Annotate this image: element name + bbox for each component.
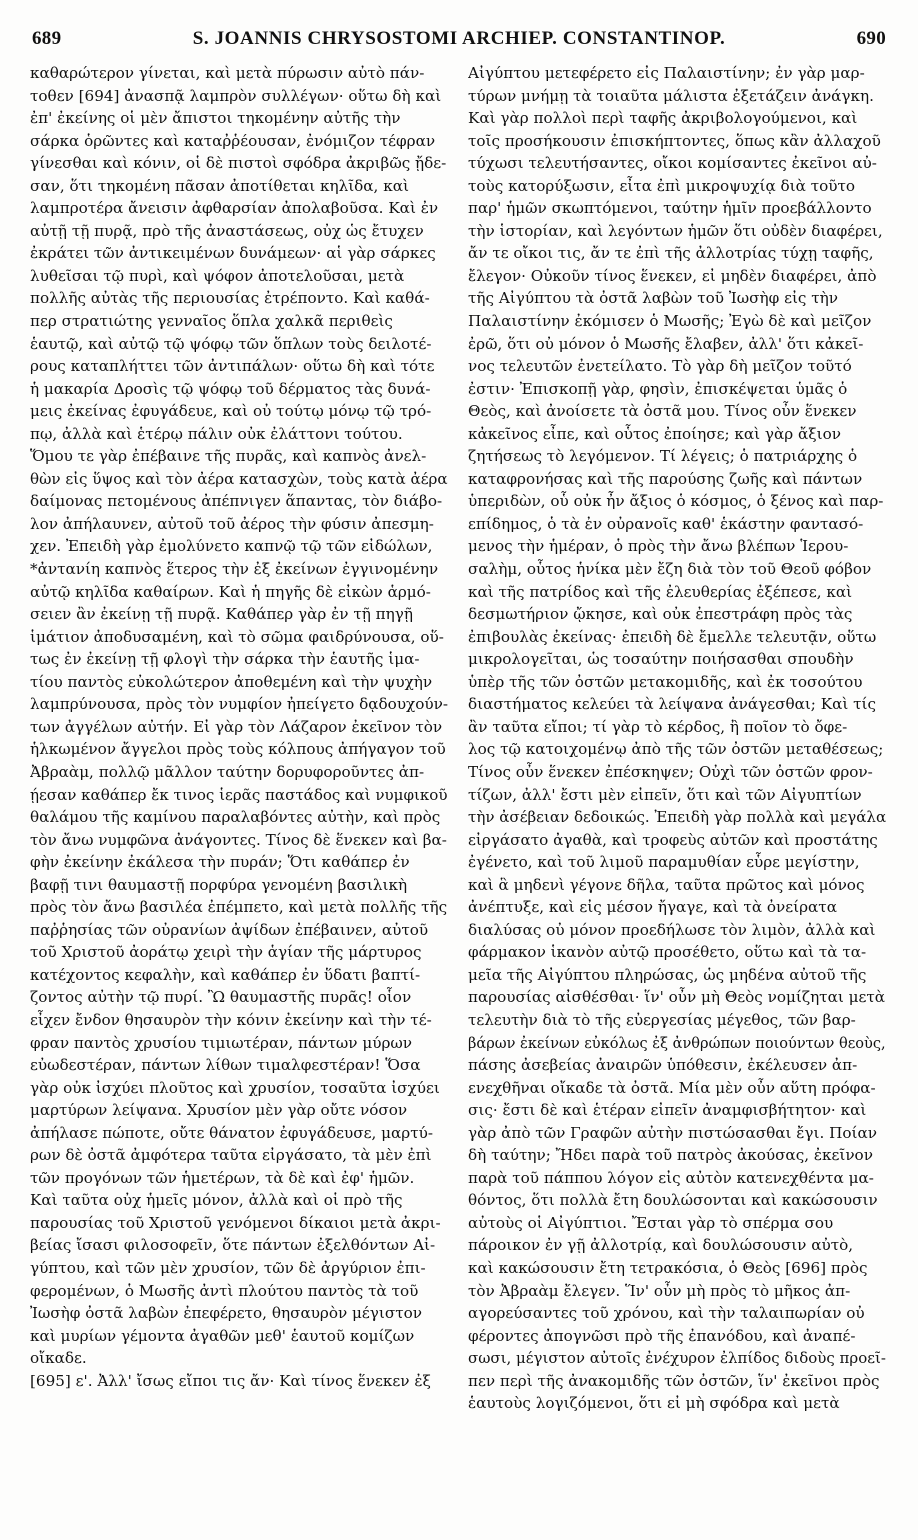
text-line: δαίμονας πετομένους ἀπέπνιγεν ἅπαντας, τὸν διάβο- [30, 492, 443, 511]
text-line: περ στρατιώτης γενναῖος ὅπλα χαλκᾶ περιθεὶς [30, 312, 393, 331]
page-number-right: 690 [856, 28, 886, 49]
text-line: Αἰγύπτου μετεφέρετο εἰς Παλαιστίνην; ἐν γὰρ μαρ- [468, 64, 865, 82]
text-line: φραν παντὸς χρυσίου τιμιωτέραν, πάντων μύρων [30, 1033, 412, 1052]
text-line: γὰρ οὐκ ἰσχύει πλοῦτος καὶ χρυσίον, τοσαῦτα ἰσχύει [30, 1078, 440, 1097]
page-number-left: 689 [32, 28, 62, 49]
text-line: τύρων μνήμῃ τὰ τοιαῦτα μάλιστα ἐξετάζειν ἀνάγκη. [468, 86, 874, 105]
text-line: εἰργάσατο ἀγαθὰ, καὶ τροφεὺς αὐτῶν καὶ προστάτης [468, 830, 878, 849]
page-header [26, 28, 892, 58]
text-line: ἐκράτει τῶν ἀντικειμένων δυνάμεων· αἱ γὰρ σάρκες [30, 244, 436, 263]
text-line: χεν. Ἐπειδὴ γὰρ ἐμολύνετο καπνῷ τῷ τῶν εἰδώλων, [30, 537, 433, 556]
text-line: μεῖα τῆς Αἰγύπτου πληρώσας, ὡς μηδένα αὐτοῦ τῆς [468, 965, 867, 984]
text-line: φάρμακον ἱκανὸν αὐτῷ προσέθετο, οὕτω καὶ τὰ τα- [468, 943, 867, 962]
text-line: καὶ κακώσουσιν ἔτη τετρακόσια, ὁ Θεὸς [696] πρὸς [468, 1258, 868, 1277]
text-line: πῳ, ἀλλὰ καὶ ἑτέρῳ πάλιν οὐκ ἐλάττονι τούτου. [30, 424, 403, 443]
text-line: ἂν ταῦτα εἴποι; τί γὰρ τὸ κέρδος, ἢ ποῖον τὸ ὄφε- [468, 717, 848, 736]
text-line: τὸν ἄνω νυμφῶνα ἀνάγοντες. Τίνος δὲ ἕνεκεν καὶ βα- [30, 830, 447, 849]
text-line: ἐρῶ, ὅτι οὐ μόνον ὁ Μωσῆς ἔλαβεν, ἀλλ' ὅτι κἀκεῖ- [468, 334, 864, 353]
text-line: τοῦ Χριστοῦ ἀοράτῳ χειρὶ τὴν ἁγίαν τῆς μάρτυρος [30, 943, 422, 962]
text-line: τῶν προγόνων τῶν ἡμετέρων, τὰ δὲ καὶ ἐφ' ἡμῶν. [30, 1168, 415, 1187]
text-line: μενος τὴν ἡμέραν, ὁ πρὸς τὴν ἄνω βλέπων Ἱερου- [468, 537, 849, 556]
text-line: [695] ε'. Ἀλλ' ἴσως εἴποι τις ἄν· Καὶ τίνος ἕνεκεν ἐξ [30, 1371, 431, 1390]
text-line: ἀπήλασε πώποτε, οὔτε θάνατον ἐφυγάδευσε, μαρτύ- [30, 1123, 433, 1142]
text-line: ἱμάτιον ἀποδυσαμένη, καὶ τὸ σῶμα φαιδρύνουσα, οὕ- [30, 627, 444, 646]
text-line: ἄν τε οἴκοι τις, ἄν τε ἐπὶ τῆς ἀλλοτρίας τύχῃ ταφῆς, [468, 244, 874, 263]
text-line: εἶχεν ἔνδον θησαυρὸν τὴν κόνιν ἐκείνην καὶ τὴν τέ- [30, 1010, 432, 1029]
text-line: Καὶ γὰρ πολλοὶ περὶ ταφῆς ἀκριβολογούμενοι, καὶ [468, 109, 858, 128]
text-line: κἀκεῖνος εἶπε, καὶ οὗτος ἐποίησε; καὶ γὰρ ἄξιον [468, 424, 841, 443]
text-line: δεσμωτήριον ᾤκησε, καὶ οὐκ ἐπεστράφη πρὸς τὰς [468, 605, 853, 624]
text-line: ζητήσεως τὸ λεγόμενον. Τί λέγεις; ὁ πατριάρχης ὁ [468, 447, 858, 466]
text-line: τῆς Αἰγύπτου τὰ ὀστᾶ λαβὼν τοῦ Ἰωσὴφ εἰς τὴν [468, 289, 838, 308]
text-line: ἀνέπτυξε, καὶ εἰς μέσον ἤγαγε, καὶ τὰ ὀνείρατα [468, 898, 837, 917]
text-line: ῄεσαν καθάπερ ἔκ τινος ἱερᾶς παστάδος καὶ νυμφικοῦ [30, 785, 448, 804]
text-line: σαν, ὅτι τηκομένη πᾶσαν ἀποτίθεται κηλῖδα, καὶ [30, 176, 409, 195]
text-line: *ἀντανίη καπνὸς ἕτερος τὴν ἐξ ἐκείνων ἐγγινομένην [30, 560, 439, 579]
text-line: φὴν ἐκείνην ἐκάλεσα τὴν πυράν; Ὅτι καθάπερ ἐν [30, 853, 410, 872]
text-line: διαστήματος κελεύει τὰ λείψανα ἀνάγεσθαι; Καὶ τίς [468, 695, 876, 714]
text-line: βείας ἴσασι φιλοσοφεῖν, ὅτε πάντων ἐξελθόντων Αἰ- [30, 1236, 436, 1255]
text-line: τοὺς κατορύξωσιν, εἶτα ἐπὶ μικροψυχίᾳ διὰ τοῦτο [468, 176, 856, 195]
text-line: ἐγένετο, καὶ τοῦ λιμοῦ παραμυθίαν εὗρε μεγίστην, [468, 853, 860, 872]
text-line: των ἀγγέλων αὐτήν. Εἰ γὰρ τὸν Λάζαρον ἐκεῖνον τὸν [30, 717, 443, 736]
text-line: ἐπ' ἐκείνης οἱ μὲν ἄπιστοι τηκομένην αὐτῆς τὴν [30, 109, 401, 128]
text-line: ἔλεγον· Οὐκοῦν τίνος ἕνεκεν, εἰ μηδὲν διαφέρει, ἀπὸ [468, 266, 877, 285]
text-line: καὶ ἃ μηδενὶ γέγονε δῆλα, ταῦτα πρῶτος καὶ μόνος [468, 875, 865, 894]
text-line: Τίνος οὖν ἕνεκεν ἐπέσκηψεν; Οὐχὶ τῶν ὀστῶν φρον- [468, 762, 873, 781]
text-line: λον ἀπήλαυνεν, αὐτοῦ τοῦ ἀέρος τὴν φύσιν ἀπεσμη- [30, 514, 434, 533]
text-line: πάροικον ἐν γῇ ἀλλοτρίᾳ, καὶ δουλώσουσιν αὐτὸ, [468, 1236, 854, 1255]
text-line: σειεν ἂν ἐκείνῃ τῇ πυρᾷ. Καθάπερ γὰρ ἐν τῇ πηγῇ [30, 605, 413, 624]
text-line: τοῖς προσήκουσιν ἐπισκήπτοντες, ὅπως κἂν ἀλλαχοῦ [468, 131, 881, 150]
text-line: καθαρώτερον γίνεται, καὶ μετὰ πύρωσιν αὐτὸ πάν- [30, 64, 425, 82]
text-line: φέροντες ἀπογνῶσι πρὸ τῆς ἐπανόδου, καὶ ἀναπέ- [468, 1326, 856, 1345]
text-line: Ἰωσὴφ ὀστᾶ λαβὼν ἐπεφέρετο, θησαυρὸν μέγιστον [30, 1304, 422, 1323]
text-line: τελευτὴν διὰ τὸ τῆς εὐεργεσίας μέγεθος, τῶν βαρ- [468, 1010, 856, 1029]
text-line: ρους καταπλήττει τῶν ἀντιπάλων· οὕτω δὴ καὶ τότε [30, 357, 435, 376]
right-text-column [468, 62, 886, 1522]
text-line: ὑπὲρ τῆς τῶν ὀστῶν μετακομιδῆς, καὶ ἐκ τοσούτου [468, 672, 863, 691]
text-line: καὶ μυρίων γέμοντα ἀγαθῶν μεθ' ἑαυτοῦ κομίζων [30, 1326, 415, 1345]
text-line: τίζων, ἀλλ' ἔστι μὲν εἰπεῖν, ὅτι καὶ τῶν Αἰγυπτίων [468, 785, 862, 804]
text-line: παρὰ τοῦ πάππου λόγον εἰς αὐτὸν κατενεχθέντα μα- [468, 1168, 874, 1187]
text-line: παρ' ἡμῶν σκωπτόμενοι, ταύτην ἡμῖν προεβάλλοντο [468, 199, 872, 218]
text-line: μαρτύρων λείψανα. Χρυσίον μὲν γὰρ οὔτε νόσον [30, 1101, 408, 1120]
text-line: σωσι, μέγιστον αὐτοῖς ἐνέχυρον ἐλπίδος διδοὺς προεῖ- [468, 1349, 886, 1368]
text-line: πάσης ἀσεβείας ἀναιρῶν ὑπόθεσιν, ἐκέλευσεν ἀπ- [468, 1056, 858, 1075]
text-line: τίου παντὸς εὐκολώτερον ἀποθεμένη καὶ τὴν ψυχὴν [30, 672, 433, 691]
text-line: ρων δὲ ὀστᾶ ἀμφότερα ταῦτα εἰργάσατο, τὰ μὲν ἐπὶ [30, 1146, 432, 1165]
text-line: τὴν ἱστορίαν, καὶ λεγόντων ἡμῶν ὅτι οὐδὲν διαφέρει, [468, 221, 883, 240]
text-line: σις· ἔστι δὲ καὶ ἑτέραν εἰπεῖν ἀναμφισβήτητον· καὶ [468, 1101, 867, 1120]
text-line: λος τῷ κατοιχομένῳ ἀπὸ τῆς τῶν ὀστῶν μεταθέσεως; [468, 740, 884, 759]
text-line: δὴ ταύτην; Ἤδει παρὰ τοῦ πατρὸς ἀκούσας, ἐκεῖνον [468, 1146, 873, 1165]
text-line: λαμπρύνουσα, πρὸς τὸν νυμφίον ἠπείγετο δᾳδουχούν- [30, 695, 448, 714]
text-line: τως ἐν ἐκείνῃ τῇ φλογὶ τὴν σάρκα τὴν ἑαυτῆς ἱμα- [30, 650, 420, 669]
text-line: γὰρ ἀπὸ τῶν Γραφῶν αὐτὴν πιστώσασθαι ἔγι. Ποίαν [468, 1123, 877, 1142]
text-line: Ἀβραὰμ, πολλῷ μᾶλλον ταύτην δορυφοροῦντες ἀπ- [30, 762, 425, 781]
text-line: θαλάμου τῆς καμίνου παραλαβόντες αὐτὴν, καὶ πρὸς [30, 808, 441, 827]
text-line: τοθεν [694] ἀνασπᾷ λαμπρὸν συλλέγων· οὕτω δὴ καὶ [30, 86, 442, 105]
text-line: ενεχθῆναι οἴκαδε τὰ ὀστᾶ. Μία μὲν οὖν αὕτη πρόφα- [468, 1078, 876, 1097]
text-line: επίδημος, ὁ τὰ ἐν οὐρανοῖς καθ' ἑκάστην φαντασό- [468, 514, 864, 533]
text-line: αγορεύσαντες τοῦ χρόνου, καὶ τὴν ταλαιπωρίαν οὐ [468, 1304, 865, 1323]
text-line: πρὸς τὸν ἄνω βασιλέα ἐπέμπετο, καὶ μετὰ πολλῆς τῆς [30, 898, 448, 917]
running-title: S. JOANNIS CHRYSOSTOMI ARCHIEP. CONSTANTINOP. [192, 28, 726, 49]
text-line: κατέχοντος κεφαλὴν, καὶ καθάπερ ἐν ὕδατι βαπτί- [30, 965, 421, 984]
text-line: ἐπιβουλὰς ἐκείνας· ἐπειδὴ δὲ ἔμελλε τελευτᾷν, οὕτω [468, 627, 877, 646]
text-line: ἐστιν· Ἐπισκοπῇ γὰρ, φησὶν, ἐπισκέψεται ὑμᾶς ὁ [468, 379, 848, 398]
text-line: νος τελευτῶν ἐνετείλατο. Τὸ γὰρ δὴ μεῖζον τοῦτό [468, 357, 852, 376]
text-line: Ὅμου τε γὰρ ἐπέβαινε τῆς πυρᾶς, καὶ καπνὸς ἀνελ- [30, 447, 427, 466]
text-line: βάρων ἐκείνων εὐκόλως ἐξ ἀνθρώπων ποιούντων θεοὺς, [468, 1033, 886, 1052]
text-line: θόντος, ὅτι πολλὰ ἔτη δουλώσονται καὶ κακώσουσιν [468, 1191, 878, 1210]
text-line: τύχωσι τελευτήσαντες, οἴκοι κομίσαντες ἐκεῖνοι αὐ- [468, 154, 877, 173]
text-line: αὐτῷ κηλῖδα καθαίρων. Καὶ ἡ πηγῆς δὲ εἰκὼν ἁρμό- [30, 582, 431, 601]
text-line: μικρολογεῖται, ὡς τοσαύτην ποιήσασθαι σπουδὴν [468, 650, 854, 669]
text-line: διαλύσας οὐ μόνον προεδήλωσε τὸν λιμὸν, ἀλλὰ καὶ [468, 920, 876, 939]
text-line: φερομένων, ὁ Μωσῆς ἀντὶ πλούτου παντὸς τὰ τοῦ [30, 1281, 419, 1300]
text-line: λαμπροτέρα ἄνεισιν ἀφθαρσίαν ἀπολαβοῦσα. Καὶ ἐν [30, 199, 439, 218]
text-line: τὸν Ἀβραὰμ ἔλεγεν. Ἵν' οὖν μὴ πρὸς τὸ μῆκος ἀπ- [468, 1281, 851, 1300]
text-line: αὐτῇ τῇ πυρᾷ, πρὸ τῆς ἀναστάσεως, οὐχ ὡς ἔτυχεν [30, 221, 424, 240]
text-line: ἑαυτοὺς λογιζόμενοι, ὅτι εἰ μὴ σφόδρα καὶ μετὰ [468, 1394, 840, 1413]
text-line: λυθεῖσαι τῷ πυρὶ, καὶ ψόφον ἀποτελοῦσαι, μετὰ [30, 266, 405, 285]
text-line: καταφρονήσας καὶ τῆς παρούσης ζωῆς καὶ πάντων [468, 469, 863, 488]
text-line: παῤῥησίας τῶν οὐρανίων ἀψίδων ἐπέβαινεν, αὐτοῦ [30, 920, 429, 939]
text-line: Θεὸς, καὶ ἀνοίσετε τὰ ὀστᾶ μου. Τίνος οὖν ἕνεκεν [468, 402, 857, 421]
text-line: ἡ μακαρία Δροσὶς τῷ ψόφῳ τοῦ δέρματος τὰς δυνά- [30, 379, 431, 398]
left-text-column [30, 62, 448, 1522]
text-line: μεις ἐκείνας ἐφυγάδευε, καὶ οὐ τούτῳ μόνῳ τῷ τρό- [30, 402, 432, 421]
text-line: Καὶ ταῦτα οὐχ ἡμεῖς μόνον, ἀλλὰ καὶ οἱ πρὸ τῆς [30, 1191, 403, 1210]
text-line: ὑπεριδὼν, οὗ οὐκ ἦν ἄξιος ὁ κόσμος, ὁ ξένος καὶ παρ- [468, 492, 884, 511]
text-line: σαλὴμ, οὗτος ἡνίκα μὲν ἔζη διὰ τὸν τοῦ Θεοῦ φόβον [468, 560, 872, 579]
text-line: ζοντος αὐτὴν τῷ πυρί. Ὢ θαυμαστῆς πυρᾶς! οἷον [30, 988, 412, 1007]
text-line: εὐωδεστέραν, πάντων λίθων τιμαλφεστέραν! Ὅσα [30, 1056, 421, 1075]
text-line: ἡλκωμένον ἄγγελοι πρὸς τοὺς κόλπους ἀπήγαγον τοῦ [30, 740, 446, 759]
text-line: τὴν ἀσέβειαν δεδοικώς. Ἐπειδὴ γὰρ πολλὰ καὶ μεγάλα [468, 808, 886, 827]
text-line: πεν περὶ τῆς ἀνακομιδῆς τῶν ὀστῶν, ἵν' ἐκεῖνοι πρὸς [468, 1371, 880, 1390]
text-line: αὐτοὺς οἱ Αἰγύπτιοι. Ἔσται γὰρ τὸ σπέρμα σου [468, 1213, 834, 1232]
text-line: πολλῆς αὐτὰς τῆς περιουσίας ἐτρέποντο. Καὶ καθά- [30, 289, 430, 308]
text-line: ἑαυτῷ, καὶ αὐτῷ τῷ ψόφῳ τῶν ὅπλων τοὺς δειλοτέ- [30, 334, 432, 353]
text-line: καὶ τῆς πατρίδος καὶ τῆς ἐλευθερίας ἐξέπεσε, καὶ [468, 582, 853, 601]
text-line: οἴκαδε. [30, 1349, 87, 1368]
text-line: παρουσίας αἰσθέσθαι· ἵν' οὖν μὴ Θεὸς νομίζηται μετὰ [468, 988, 886, 1007]
text-line: θὼν εἰς ὕψος καὶ τὸν ἀέρα κατασχὼν, τοὺς κατὰ ἀέρα [30, 469, 448, 488]
text-line: βαφῇ τινι θαυμαστῇ πορφύρα γενομένη βασιλικὴ [30, 875, 408, 894]
text-line: σάρκα ὁρῶντες καὶ καταῤῥέουσαν, ἐνόμιζον τέφραν [30, 131, 436, 150]
text-line: παρουσίας τοῦ Χριστοῦ γενόμενοι δίκαιοι μετὰ ἀκρι- [30, 1213, 441, 1232]
text-line: γίνεσθαι καὶ κόνιν, οἱ δὲ πιστοὶ σφόδρα ἀκριβῶς ᾔδε- [30, 154, 447, 173]
text-line: γύπτου, καὶ τῶν μὲν χρυσίον, τῶν δὲ ἀργύριον ἐπι- [30, 1258, 426, 1277]
text-line: Παλαιστίνην ἐκόμισεν ὁ Μωσῆς; Ἐγὼ δὲ καὶ μεῖζον [468, 312, 872, 331]
